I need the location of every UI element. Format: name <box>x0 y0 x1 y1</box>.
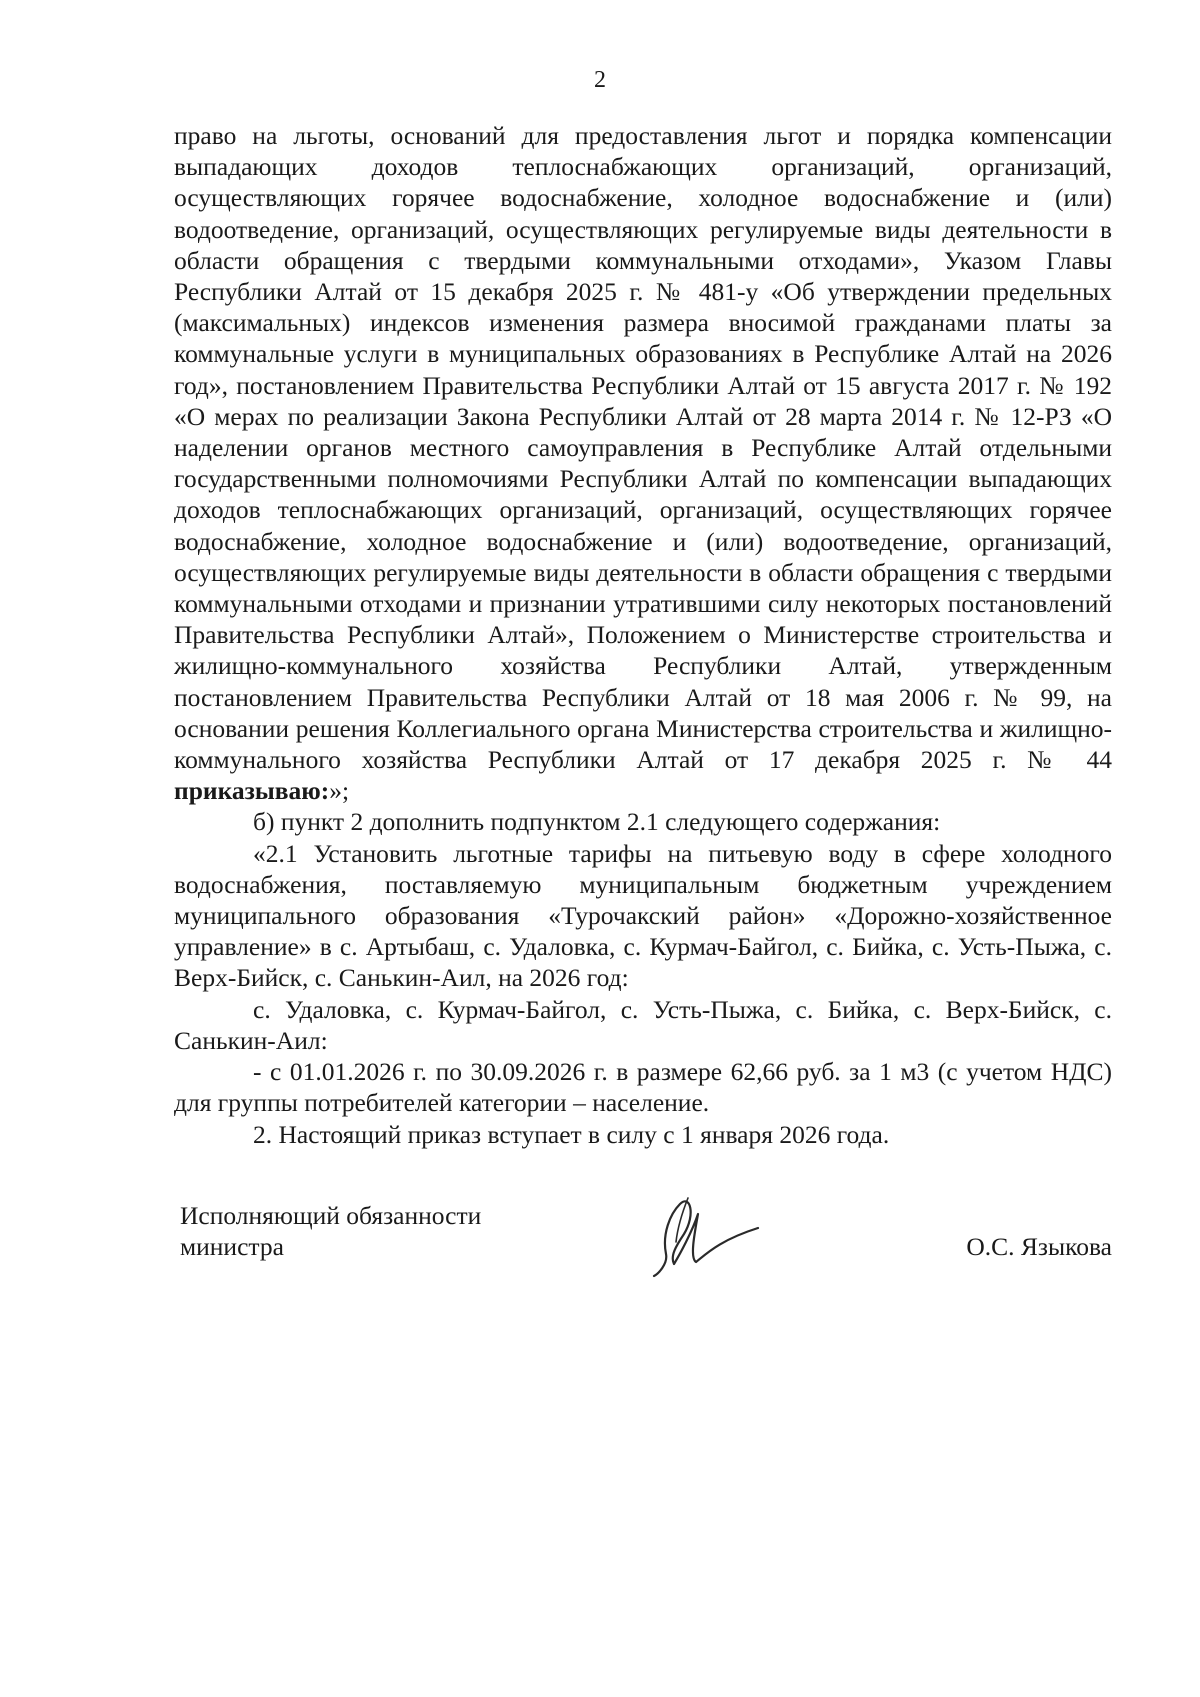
paragraph-tariff-clause: «2.1 Установить льготные тарифы на питьевую воду в сфере холодного водоснабжения, поставляемую муниципальным бюджетным учреждением муниципального образования «Турочакский район» «Дорожно-хозяйственное управление» в с. Артыбаш, с. Удаловка, с. Курмач-Байгол, с. Бийка, с. Усть-Пыжа, с. Верх-Бийск, с. Санькин-Аил, на 2026 год: <box>174 838 1112 993</box>
signature-block <box>180 1200 1112 1300</box>
paragraph-tariff-rate: - с 01.01.2026 г. по 30.09.2026 г. в размере 62,66 руб. за 1 м3 (с учетом НДС) для группы потребителей категории – население. <box>174 1057 1112 1118</box>
signatory-name: О.С. Языкова <box>966 1232 1112 1261</box>
order-keyword: приказываю: <box>174 776 330 806</box>
paragraph-legal-basis-end: »; <box>329 776 350 806</box>
paragraph-effective-date: 2. Настоящий приказ вступает в силу с 1 января 2026 года. <box>253 1119 890 1149</box>
paragraph-legal-basis-text: право на льготы, оснований для предоставления льгот и порядка компенсации выпадающих доходов теплоснабжающих организаций, организаций, осуществляющих горячее водоснабжение, холодное водоснабжение и (или) водоотведение, организаций, осуществляющих регулируемые виды деятельности в области обращения с твердыми коммунальными отходами», Указом Главы Республики Алтай от 15 декабря 2025 г. № 481-у «Об утверждении предельных (максимальных) индексов изменения размера вносимой гражданами платы за коммунальные услуги в муниципальных образованиях в Республике Алтай на 2026 год», постановлением Правительства Республики Алтай от 15 августа 2017 г. № 192 «О мерах по реализации Закона Республики Алтай от 28 марта 2014 г. № 12-РЗ «О наделении органов местного самоуправления в Республике Алтай отдельными государственными полномочиями Республики Алтай по компенсации выпадающих доходов теплоснабжающих организаций, организаций, осуществляющих горячее водоснабжение, холодное водоснабжение и (или) водоотведение, организаций, осуществляющих регулируемые виды деятельности в области обращения с твердыми коммунальными отходами и признании утратившими силу некоторых постановлений Правительства Республики Алтай», Положением о Министерстве строительства и жилищно-коммунального хозяйства Республики Алтай, утвержденным постановлением Правительства Республики Алтай от 18 мая 2006 г. № 99, на основании решения Коллегиального органа Министерства строительства и жилищно-коммунального хозяйства Республики Алтай от 17 декабря 2025 г. № 44 <box>174 121 1112 775</box>
paragraph-settlements: с. Удаловка, с. Курмач-Байгол, с. Усть-Пыжа, с. Бийка, с. Верх-Бийск, с. Санькин-Аил: <box>174 994 1112 1055</box>
signatory-position <box>180 1200 481 1262</box>
page-number: 2 <box>594 67 606 93</box>
handwritten-signature <box>640 1184 760 1280</box>
signatory-position-line-2: министра <box>180 1232 284 1262</box>
paragraph-amendment-b: б) пункт 2 дополнить подпунктом 2.1 следующего содержания: <box>253 807 941 837</box>
document-body <box>174 120 1112 1150</box>
paragraph-legal-basis <box>174 120 1112 806</box>
signatory-position-line-1: Исполняющий обязанности <box>180 1201 482 1230</box>
